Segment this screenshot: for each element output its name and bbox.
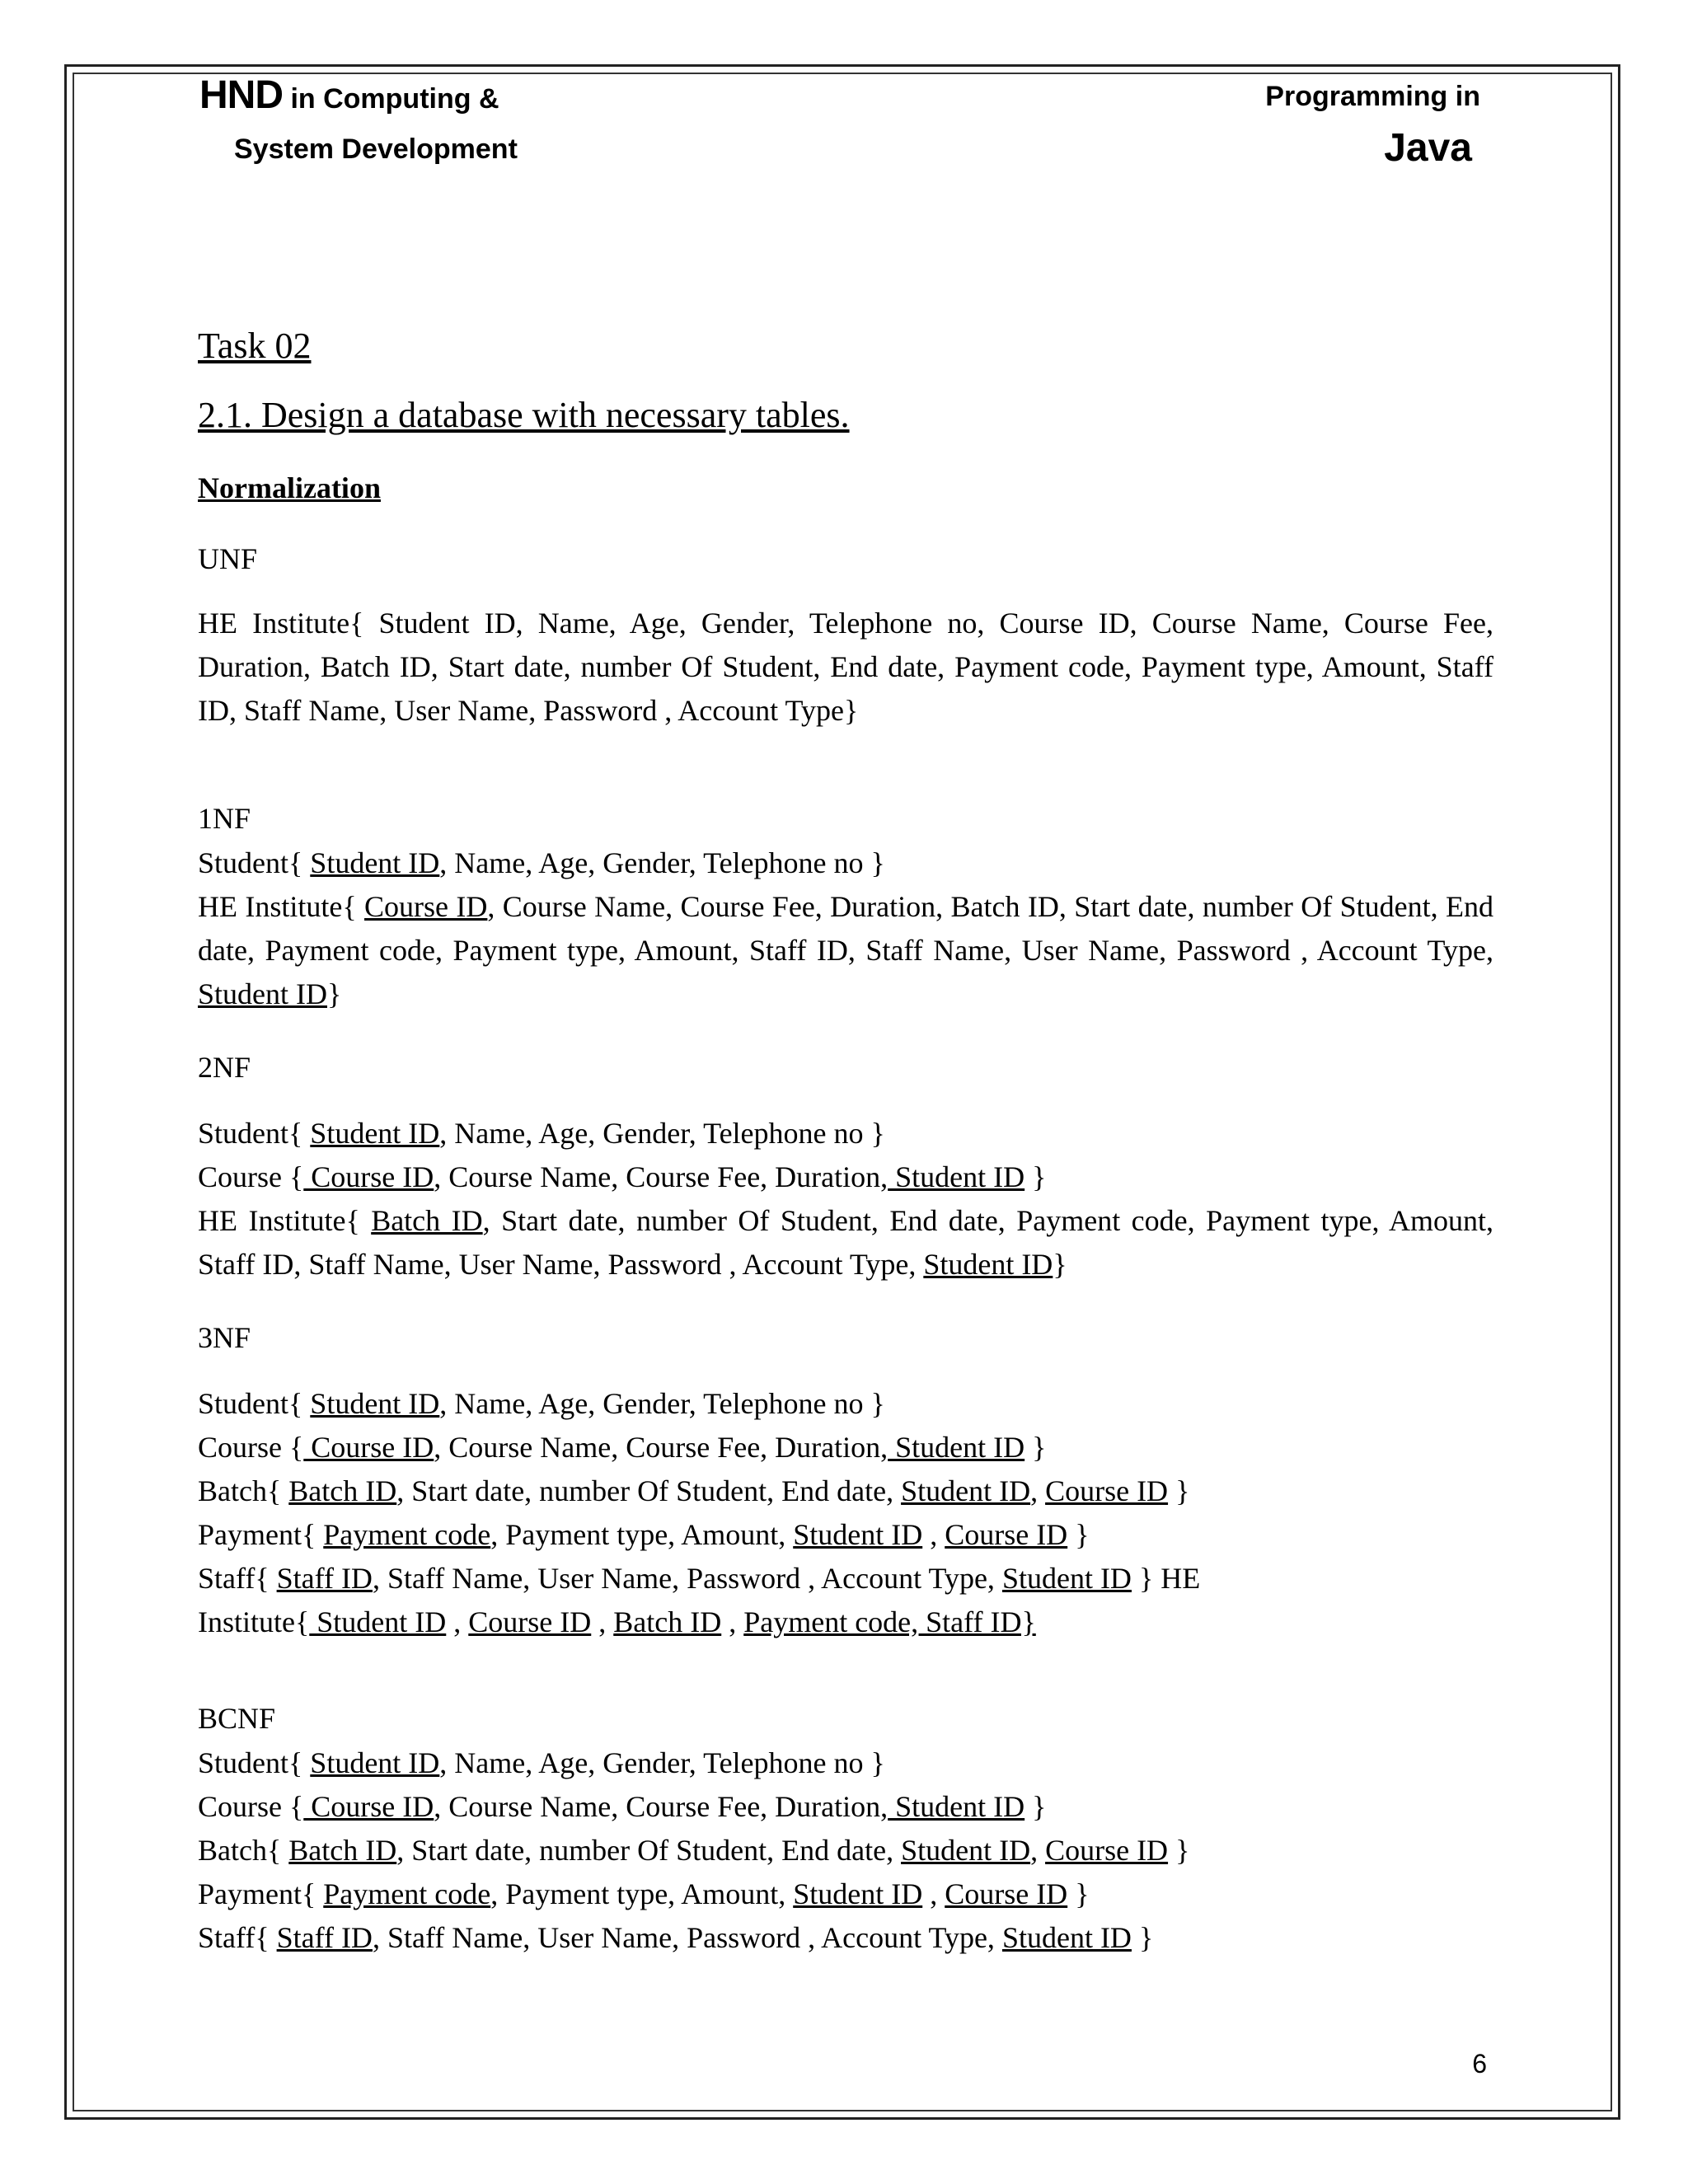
foreign-key: Student ID [309, 1605, 447, 1638]
foreign-key: Course ID [468, 1605, 592, 1638]
primary-key: Batch ID [371, 1204, 483, 1237]
nf1-relations [198, 841, 1501, 1016]
header-right-line1: Programming in [1265, 81, 1480, 112]
primary-key: Batch ID [288, 1834, 397, 1867]
header-left-line1 [199, 73, 499, 118]
primary-key: Course ID [303, 1790, 434, 1823]
page-number: 6 [1472, 2049, 1487, 2079]
unf-relation: HE Institute{ Student ID, Name, Age, Gender, Telephone no, Course ID, Course Name, Course Fee, Duration, Batch ID, Start date, number Of Student, End date, Payment code, Payment type, Amount, Staff ID, Staff Name, User Name, Password , Account Type} [198, 607, 1493, 727]
primary-key: Student ID [310, 1117, 440, 1150]
bcnf-label: BCNF [198, 1702, 276, 1735]
primary-key: Student ID [310, 1746, 440, 1779]
header-program: in Computing & [283, 83, 499, 115]
primary-key: Course ID [303, 1160, 434, 1193]
foreign-key: Course ID [1045, 1834, 1169, 1867]
foreign-key: Course ID [1045, 1474, 1169, 1507]
primary-key: Course ID [303, 1431, 434, 1464]
primary-key: Payment code [323, 1518, 491, 1551]
foreign-key: Course ID [945, 1877, 1068, 1910]
nf1-student-relation: Student{ Student ID, Name, Age, Gender, Telephone no } [198, 846, 885, 879]
nf1-label: 1NF [198, 802, 251, 835]
task-title: Task 02 [198, 326, 312, 366]
nf2-label: 2NF [198, 1051, 251, 1084]
primary-key: Student ID [310, 1387, 440, 1420]
nf3-payment-relation: Payment{ Payment code, Payment type, Amount, Student ID , Course ID } [198, 1518, 1090, 1551]
primary-key: Course ID [364, 890, 488, 923]
nf3-relations [198, 1382, 1493, 1644]
header-right-line2: Java [1384, 126, 1472, 170]
nf1-he-institute-relation: HE Institute{ Course ID, Course Name, Course Fee, Duration, Batch ID, Start date, number Of Student, End date, Payment code, Payment type, Amount, Staff ID, Staff Name, User Name, Password , Account Type, Student ID} [198, 890, 1501, 1010]
foreign-key: Student ID [793, 1877, 923, 1910]
primary-key: Staff ID [276, 1921, 373, 1954]
document-body [198, 323, 1501, 1960]
bcnf-batch-relation: Batch{ Batch ID, Start date, number Of Student, End date, Student ID, Course ID } [198, 1834, 1190, 1867]
foreign-key: Student ID [1001, 1921, 1132, 1954]
foreign-key: Payment code, Staff ID} [743, 1605, 1036, 1638]
primary-key: Student ID [310, 846, 440, 879]
foreign-key: Student ID [888, 1160, 1025, 1193]
foreign-key: Student ID [901, 1834, 1031, 1867]
foreign-key: Student ID [923, 1248, 1053, 1281]
foreign-key: Student ID [1001, 1562, 1132, 1595]
bcnf-student-relation: Student{ Student ID, Name, Age, Gender, Telephone no } [198, 1746, 885, 1779]
foreign-key: Student ID [888, 1790, 1025, 1823]
section-title: 2.1. Design a database with necessary tables. [198, 395, 850, 435]
nf3-course-relation: Course { Course ID, Course Name, Course Fee, Duration, Student ID } [198, 1431, 1047, 1464]
foreign-key: Student ID [198, 977, 327, 1010]
primary-key: Staff ID [276, 1562, 373, 1595]
nf2-student-relation: Student{ Student ID, Name, Age, Gender, Telephone no } [198, 1117, 885, 1150]
foreign-key: Student ID [888, 1431, 1025, 1464]
nf2-he-institute-relation: HE Institute{ Batch ID, Start date, number Of Student, End date, Payment code, Payment type, Amount, Staff ID, Staff Name, User Name, Password , Account Type, Student ID} [198, 1204, 1501, 1281]
foreign-key: Student ID [901, 1474, 1031, 1507]
bcnf-staff-relation: Staff{ Staff ID, Staff Name, User Name, Password , Account Type, Student ID } [198, 1921, 1154, 1954]
nf3-batch-relation: Batch{ Batch ID, Start date, number Of Student, End date, Student ID, Course ID } [198, 1474, 1190, 1507]
foreign-key: Course ID [945, 1518, 1068, 1551]
unf-label: UNF [198, 542, 258, 575]
header-left-line2: System Development [234, 134, 518, 165]
nf3-label: 3NF [198, 1321, 251, 1354]
normalization-heading: Normalization [198, 471, 381, 504]
bcnf-payment-relation: Payment{ Payment code, Payment type, Amount, Student ID , Course ID } [198, 1877, 1090, 1910]
header-hnd: HND [199, 73, 283, 117]
foreign-key: Batch ID [613, 1605, 722, 1638]
nf3-institute-relation: Institute{ Student ID , Course ID , Batch ID , Payment code, Staff ID} [198, 1605, 1036, 1638]
primary-key: Payment code [323, 1877, 491, 1910]
nf2-relations [198, 1112, 1501, 1286]
bcnf-relations [198, 1741, 1493, 1960]
foreign-key: Student ID [793, 1518, 923, 1551]
nf3-staff-relation: Staff{ Staff ID, Staff Name, User Name, Password , Account Type, Student ID } HE [198, 1562, 1201, 1595]
bcnf-course-relation: Course { Course ID, Course Name, Course Fee, Duration, Student ID } [198, 1790, 1047, 1823]
nf3-student-relation: Student{ Student ID, Name, Age, Gender, Telephone no } [198, 1387, 885, 1420]
nf2-course-relation: Course { Course ID, Course Name, Course Fee, Duration, Student ID } [198, 1160, 1047, 1193]
primary-key: Batch ID [288, 1474, 397, 1507]
